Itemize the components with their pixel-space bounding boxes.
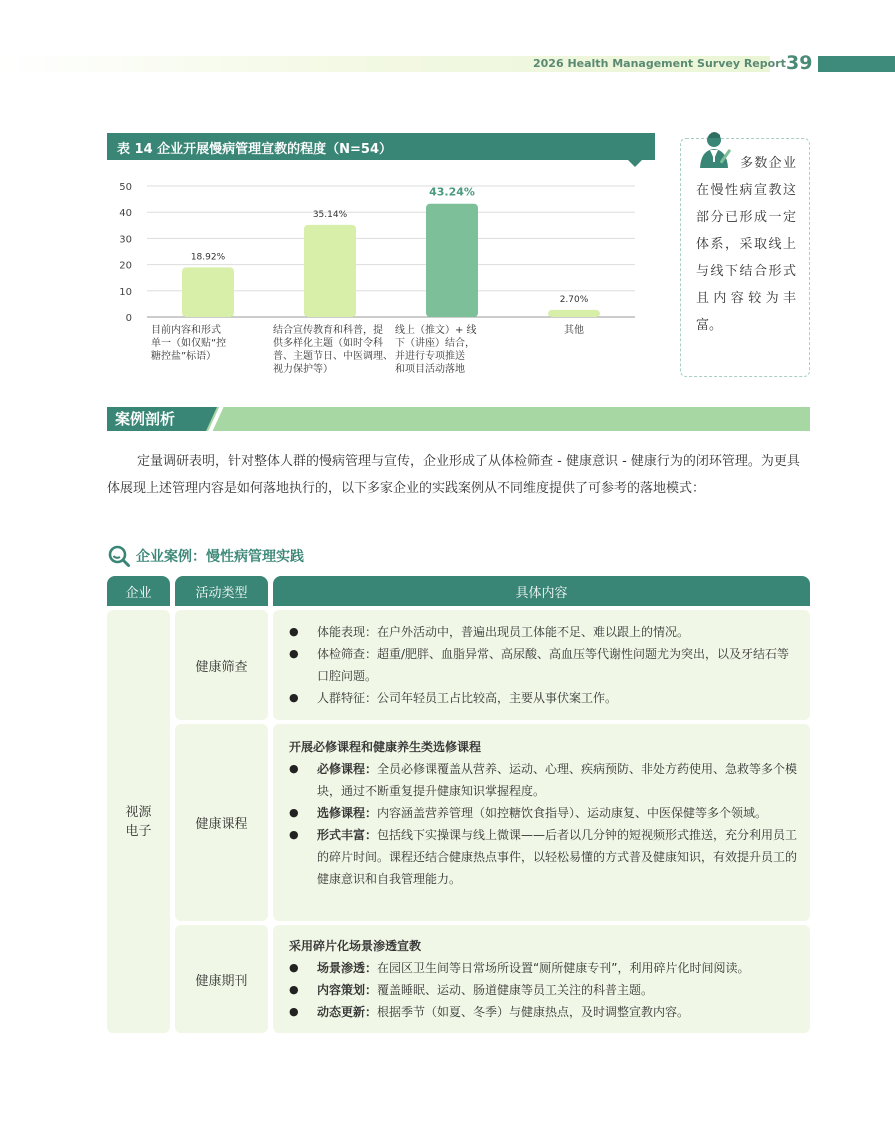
content-subhead: 采用碎片化场景渗透宣教 bbox=[289, 939, 422, 953]
bullet-label: 动态更新： bbox=[317, 1005, 378, 1019]
magnifier-icon bbox=[107, 544, 131, 568]
bar bbox=[182, 267, 234, 317]
y-tick-label: 0 bbox=[125, 313, 132, 324]
x-tick-label-line: 其他 bbox=[564, 325, 584, 336]
bullet-text: 全员必修课覆盖从营养、运动、心理、疾病预防、非处方药使用、急救等多个模块，通过不断重复提升健康知识掌握程度。 bbox=[317, 762, 798, 798]
table-header-content: 具体内容 bbox=[273, 576, 810, 606]
x-tick-label-line: 糖控盐”标语） bbox=[151, 351, 217, 362]
x-tick-label bbox=[564, 323, 584, 336]
x-tick-label bbox=[151, 323, 226, 362]
content-block-journal bbox=[289, 935, 801, 1023]
data-label: 18.92% bbox=[190, 252, 226, 263]
content-subhead: 开展必修课程和健康养生类选修课程 bbox=[289, 740, 482, 754]
bullet-label: 场景渗透： bbox=[317, 961, 378, 975]
x-tick-label-line: 视力保护等） bbox=[273, 364, 333, 375]
bullet-text: 根据季节（如夏、冬季）与健康热点，及时调整宣教内容。 bbox=[377, 1005, 690, 1019]
content-block-screening bbox=[289, 621, 801, 709]
intro-paragraph bbox=[107, 448, 810, 502]
y-tick-label: 20 bbox=[119, 260, 132, 272]
x-tick-label-line: 和项目活动落地 bbox=[395, 364, 465, 375]
x-tick-label-line: 并进行专项推送 bbox=[395, 351, 465, 362]
list-item bbox=[289, 758, 801, 802]
x-tick-label bbox=[273, 323, 393, 375]
intro-text: 定量调研表明，针对整体人群的慢病管理与宣传，企业形成了从体检筛查 - 健康意识 - 健康行为的闭环管理。为更具体展现上述管理内容是如何落地执行的，以下多家企业的实践案例从不同维度提供了可参考的落地模式： bbox=[107, 454, 800, 496]
bullet-text: 覆盖睡眠、运动、肠道健康等员工关注的科普主题。 bbox=[377, 983, 654, 997]
list-item bbox=[289, 824, 801, 890]
company-name: 视源电子 bbox=[125, 804, 152, 839]
bullet-text: 包括线下实操课与线上微课——后者以几分钟的短视频形式推送，充分利用员工的碎片时间。课程还结合健康热点事件，以轻松易懂的方式普及健康知识，有效提升员工的健康意识和自我管理能力。 bbox=[317, 828, 798, 886]
bullet-label: 选修课程： bbox=[317, 806, 378, 820]
chart-title-pointer bbox=[628, 160, 642, 167]
bullet-label: 必修课程： bbox=[317, 762, 378, 776]
y-tick-label: 10 bbox=[119, 286, 132, 298]
activity-cell bbox=[175, 925, 268, 1033]
list-item bbox=[289, 1001, 801, 1023]
page-number: 39 bbox=[786, 52, 813, 74]
bar bbox=[304, 225, 356, 317]
table-header-company: 企业 bbox=[107, 576, 170, 606]
bullet-text: 体能表现：在户外活动中，普遍出现员工体能不足、难以跟上的情况。 bbox=[317, 625, 690, 639]
x-tick-label-line: 普、主题节日、中医调理、 bbox=[273, 351, 393, 362]
activity-label: 健康期刊 bbox=[195, 973, 248, 989]
x-tick-label-line: 单一（如仅贴“控 bbox=[151, 338, 227, 349]
bullet-text: 内容涵盖营养管理（如控糖饮食指导）、运动康复、中医保健等多个领域。 bbox=[377, 806, 768, 820]
side-note-text: 多数企业在慢性病宣教这部分已形成一定体系，采取线上与线下结合形式且内容较为丰富。 bbox=[696, 156, 796, 333]
bar bbox=[426, 204, 478, 317]
list-item bbox=[289, 621, 801, 643]
report-title: 2026 Health Management Survey Report bbox=[533, 57, 786, 70]
x-tick-label bbox=[395, 323, 477, 375]
x-tick-label-line: 下（讲座）结合， bbox=[395, 338, 475, 349]
x-tick-label-line: 结合宣传教育和科普，提 bbox=[273, 325, 383, 336]
y-tick-label: 40 bbox=[119, 208, 132, 220]
bullet-text: 体检筛查：超重/肥胖、血脂异常、高尿酸、高血压等代谢性问题尤为突出，以及牙结石等口腔问题。 bbox=[317, 647, 790, 683]
activity-label: 健康课程 bbox=[195, 817, 248, 832]
x-tick-label-line: 目前内容和形式 bbox=[151, 325, 221, 336]
chart-title: 表 14 企业开展慢病管理宣教的程度（N=54） bbox=[107, 133, 655, 160]
list-item bbox=[289, 979, 801, 1001]
bullet-text: 在园区卫生间等日常场所设置“厕所健康专刊”，利用碎片化时间阅读。 bbox=[377, 961, 750, 975]
case-title: 企业案例：慢性病管理实践 bbox=[136, 549, 304, 565]
data-label: 43.24% bbox=[429, 185, 475, 199]
y-tick-label: 30 bbox=[119, 234, 132, 246]
bullet-text: 人群特征：公司年轻员工占比较高，主要从事伏案工作。 bbox=[317, 691, 618, 705]
activity-cell bbox=[175, 610, 268, 720]
bar bbox=[548, 310, 600, 317]
activity-cell bbox=[175, 724, 268, 921]
list-item bbox=[289, 957, 801, 979]
company-cell bbox=[107, 610, 170, 1033]
list-item bbox=[289, 802, 801, 824]
data-label: 2.70% bbox=[559, 294, 589, 305]
table-header-activity: 活动类型 bbox=[175, 576, 268, 606]
bullet-label: 形式丰富： bbox=[317, 828, 378, 842]
bar-chart bbox=[107, 170, 647, 385]
section-title: 案例剖析 bbox=[115, 410, 176, 428]
x-tick-label-line: 供多样化主题（如时令科 bbox=[273, 338, 383, 349]
list-item bbox=[289, 643, 801, 687]
activity-label: 健康筛查 bbox=[195, 659, 248, 675]
list-item bbox=[289, 687, 801, 709]
y-tick-label: 50 bbox=[119, 182, 132, 193]
x-tick-label-line: 线上（推文）+ 线 bbox=[395, 325, 477, 336]
bullet-label: 内容策划： bbox=[317, 983, 378, 997]
page-tab bbox=[818, 56, 895, 72]
data-label: 35.14% bbox=[312, 209, 348, 220]
content-block-courses bbox=[289, 736, 801, 890]
